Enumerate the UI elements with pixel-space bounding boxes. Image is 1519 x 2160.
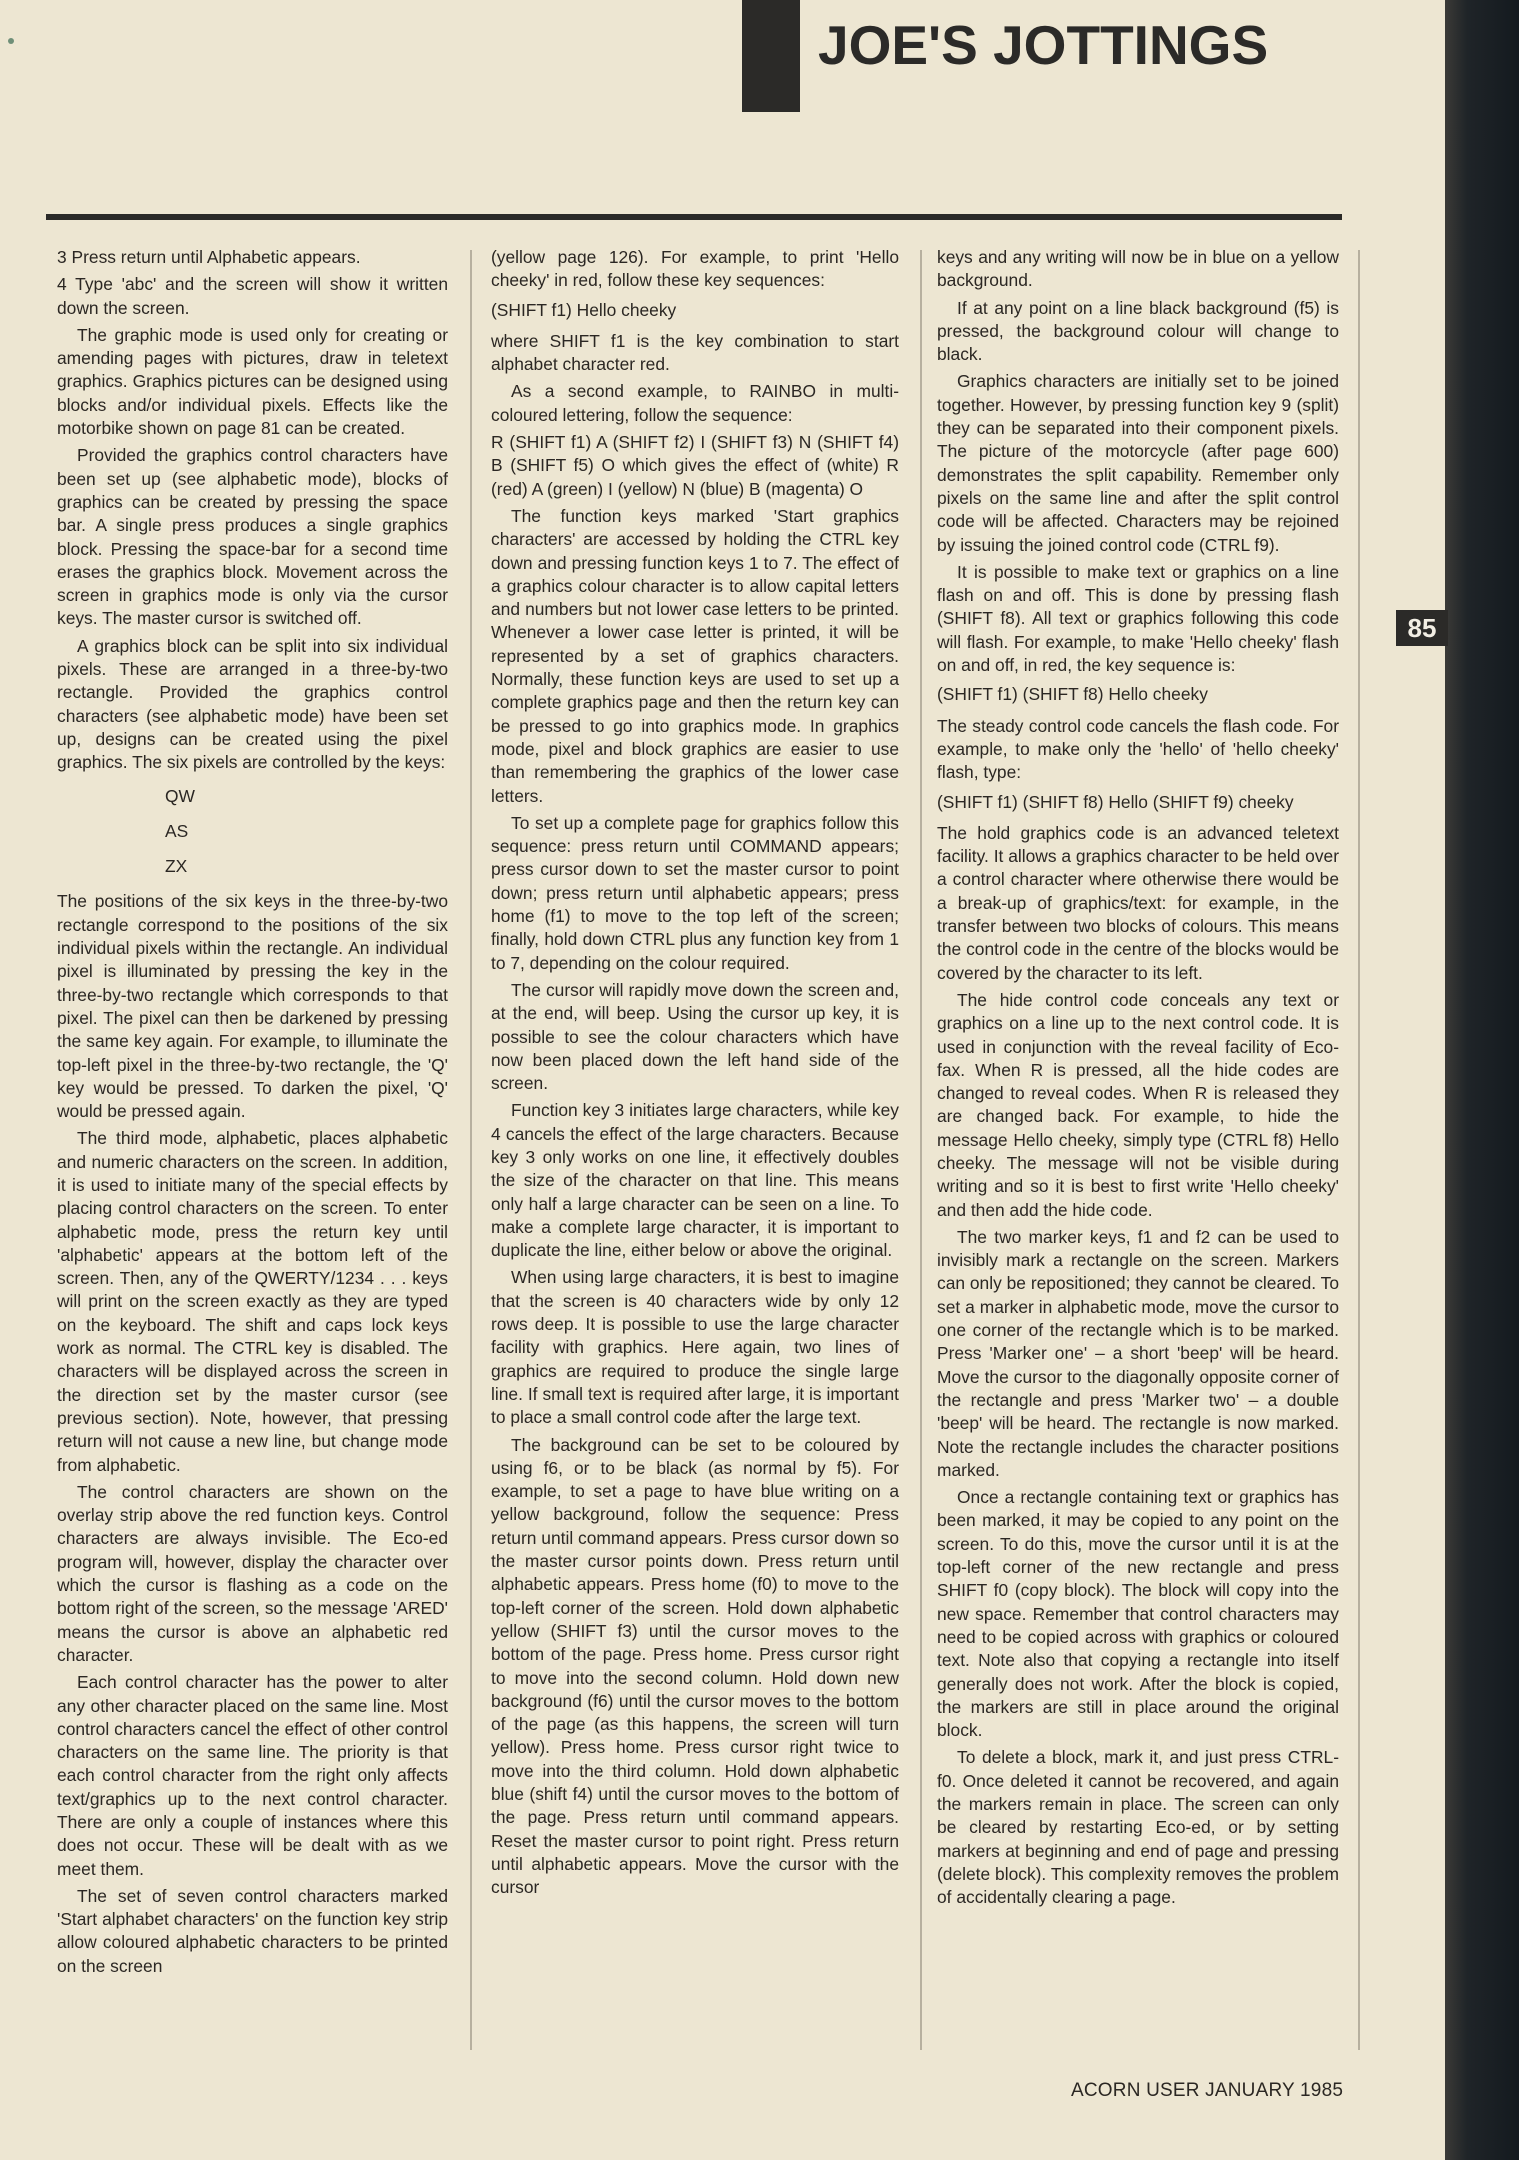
header-block [742,0,800,112]
article-paragraph: The cursor will rapidly move down the screen and, at the end, will beep. Using the cursor up key, it is possible to see the colour characters which have now been placed down the left hand side of the screen. [491,979,899,1094]
article-column-1 [57,246,448,1982]
column-divider-3 [1358,250,1360,2050]
column-divider-2 [920,250,922,2050]
article-paragraph: Once a rectangle containing text or graphics has been marked, it may be copied to any point on the screen. To do this, move the cursor until it is at the top-left corner of the new rectangle and press SHIFT f0 (copy block). The block will copy into the new space. Remember that control characters may need to be copied across with graphics or coloured text. Note also that copying a rectangle into itself generally does not work. After the block is copied, the markers are still in place around the original block. [937,1487,1339,1741]
page-binding-edge [1445,0,1519,2160]
key-layout-line: QW [165,785,195,806]
page-title: JOE'S JOTTINGS [818,14,1269,76]
article-paragraph: When using large characters, it is best to imagine that the screen is 40 characters wide by only 12 rows deep. It is possible to use the large character facility with graphics. Here again, two lines of graphics are required to produce the single large line. If small text is required after large, it is important to place a small control code after the large text. [491,1267,899,1428]
footer-issue: ACORN USER JANUARY 1985 [1071,2080,1344,2101]
article-paragraph: The background can be set to be coloured by using f6, or to be black (as normal by f5). For example, to set a page to have blue writing on a yellow background, follow the sequence: Press return until command appears. Press cursor down so the master cursor points down. Press return until alphabetic appears. Press home (f0) to move to the top-left corner of the screen. Hold down alphabetic yellow (SHIFT f3) until the cursor moves to the bottom of the page. Press home. Press cursor right to move into the second column. Hold down new background (f6) until the cursor moves to the bottom of the page (as this happens, the screen will turn yellow). Press home. Press cursor right twice to move into the third column. Hold down alphabetic blue (shift f4) until the cursor moves to the bottom of the page. Press return until command appears. Reset the master cursor to point right. Press return until alphabetic appears. Move the cursor with the cursor [491,1434,899,1898]
article-paragraph: The third mode, alphabetic, places alphabetic and numeric characters on the screen. In addition, it is used to initiate many of the special effects by placing control characters on the screen. To enter alphabetic mode, press the return key until 'alphabetic' appears at the bottom left of the screen. Then, any of the QWERTY/1234 . . . keys will print on the screen exactly as they are typed on the keyboard. The shift and caps lock keys work as normal. The CTRL key is disabled. The characters will be displayed across the screen in the direction set by the master cursor (see previous section). Note, however, that pressing return will not cause a new line, but change mode from alphabetic. [57,1128,448,1475]
article-paragraph: To set up a complete page for graphics follow this sequence: press return until COMMAND appears; press cursor down to set the master cursor to point down; press return until alphabetic appears; press home (f1) to move to the top left of the screen; finally, hold down CTRL plus any function key from 1 to 7, depending on the colour required. [491,812,899,973]
article-paragraph: The hold graphics code is an advanced teletext facility. It allows a graphics character to be held over a control character where otherwise there would be a break-up of graphics/text: for example, in the transfer between two blocks of colours. This means the control code in the centre of the blocks would be covered by the character to its left. [937,822,1339,983]
article-paragraph: It is possible to make text or graphics on a line flash on and off. This is done by pressing flash (SHIFT f8). All text or graphics following this code will flash. For example, to make 'Hello cheeky' flash on and off, in red, the key sequence is: [937,561,1339,676]
article-paragraph: The steady control code cancels the flash code. For example, to make only the 'hello' of 'hello cheeky' flash, type: [937,715,1339,783]
key-layout-line: AS [165,820,189,841]
column-divider-1 [470,250,472,2050]
article-paragraph: 3 Press return until Alphabetic appears. [57,247,361,267]
article-paragraph: The set of seven control characters marked 'Start alphabet characters' on the function key strip allow coloured alphabetic characters to be printed on the screen [57,1885,448,1976]
article-paragraph: If at any point on a line black background (f5) is pressed, the background colour will change to black. [937,297,1339,365]
article-paragraph: The control characters are shown on the overlay strip above the red function keys. Control characters are always invisible. The Eco-ed program will, however, display the character over which the cursor is flashing as a code on the bottom right of the screen, so the message 'ARED' means the cursor is above an alphabetic red character. [57,1481,448,1665]
article-paragraph: A graphics block can be split into six individual pixels. These are arranged in a three-by-two rectangle. Provided the graphics control characters (see alphabetic mode) have been set up, designs can be created using the pixel graphics. The six pixels are controlled by the keys: [57,635,448,773]
article-paragraph: The positions of the six keys in the three-by-two rectangle correspond to the positions of the six individual pixels within the rectangle. An individual pixel is illuminated by pressing the key in the three-by-two rectangle which corresponds to that pixel. The pixel can then be darkened by pressing the same key again. For example, to illuminate the top-left pixel in the three-by-two rectangle, the 'Q' key would be pressed. To darken the pixel, 'Q' would be pressed again. [57,891,448,1122]
article-paragraph: keys and any writing will now be in blue on a yellow background. [937,247,1339,291]
speck [8,38,14,44]
key-sequence: (SHIFT f1) (SHIFT f8) Hello (SHIFT f9) cheeky [937,791,1294,812]
article-paragraph: The hide control code conceals any text or graphics on a line up to the next control code. It is used in conjunction with the reveal facility of Eco-fax. When R is pressed, all the hide codes are changed to reveal codes. When R is released they are changed back. For example, to hide the message Hello cheeky, simply type (CTRL f8) Hello cheeky. The message will not be visible during writing and so it is best to first write 'Hello cheeky' and then add the hide code. [937,989,1339,1220]
page-number-tab: 85 [1396,610,1448,646]
article-paragraph: To delete a block, mark it, and just press CTRL-f0. Once deleted it cannot be recovered, and again the markers remain in place. The screen can only be cleared by restarting Eco-ed, or by setting markers at beginning and end of page and pressing (delete block). This complexity removes the problem of accidentally clearing a page. [937,1747,1339,1908]
article-paragraph: Each control character has the power to alter any other character placed on the same line. Most control characters cancel the effect of other control characters on the same line. The priority is that each control character from the right only affects text/graphics up to the next control character. There are only a couple of instances where this does not occur. These will be dealt with as we meet them. [57,1672,448,1879]
key-layout-line: ZX [165,856,188,877]
article-column-2 [491,246,899,1903]
article-paragraph: The function keys marked 'Start graphics characters' are accessed by holding the CTRL key down and pressing function keys 1 to 7. The effect of a graphics colour character is to allow capital letters and numbers but not lower case letters to be printed. Whenever a lower case letter is printed, it will be represented by a set of graphics characters. Normally, these function keys are used to set up a complete graphics page and then the return key can be pressed to go into graphics mode. In graphics mode, pixel and block graphics are easier to use than remembering the graphics of the lower case letters. [491,505,899,806]
article-paragraph: 4 Type 'abc' and the screen will show it written down the screen. [57,274,448,318]
article-paragraph: Graphics characters are initially set to be joined together. However, by pressing function key 9 (split) they can be separated into their component pixels. The picture of the motorcycle (after page 600) demonstrates the split capability. Remember only pixels on the same line and after the split control code will be affected. Characters may be rejoined by issuing the joined control code (CTRL f9). [937,371,1339,555]
article-column-3 [937,246,1339,1913]
article-paragraph: The two marker keys, f1 and f2 can be used to invisibly mark a rectangle on the screen. Markers can only be repositioned; they cannot be cleared. To set a marker in alphabetic mode, move the cursor to one corner of the rectangle which is to be marked. Press 'Marker one' – a short 'beep' will be heard. Move the cursor to the diagonally opposite corner of the rectangle and press 'Marker two' – a double 'beep' will be heard. The rectangle is now marked. Note the rectangle includes the character positions marked. [937,1226,1339,1480]
article-paragraph: As a second example, to RAINBO in multi-coloured lettering, follow the sequence: [491,381,899,425]
header-rule [46,214,1342,220]
article-paragraph: R (SHIFT f1) A (SHIFT f2) I (SHIFT f3) N (SHIFT f4) B (SHIFT f5) O which gives the effect of (white) R (red) A (green) I (yellow) N (blue) B (magenta) O [491,432,899,499]
article-paragraph: Function key 3 initiates large characters, while key 4 cancels the effect of the large characters. Because key 3 only works on one line, it effectively doubles the size of the character on that line. This means only half a large character can be seen on a line. To make a complete large character, it is important to duplicate the line, either below or above the original. [491,1100,899,1261]
key-sequence: (SHIFT f1) Hello cheeky [491,299,677,320]
article-paragraph: The graphic mode is used only for creating or amending pages with pictures, draw in teletext graphics. Graphics pictures can be designed using blocks and/or individual pixels. Effects like the motorbike shown on page 81 can be created. [57,324,448,439]
article-paragraph: Provided the graphics control characters have been set up (see alphabetic mode), blocks of graphics can be created by pressing the space bar. A single press produces a single graphics block. Pressing the space-bar for a second time erases the graphics block. Movement across the screen in graphics mode is only via the cursor keys. The master cursor is switched off. [57,445,448,629]
article-paragraph: where SHIFT f1 is the key combination to start alphabet character red. [491,330,899,375]
key-sequence: (SHIFT f1) (SHIFT f8) Hello cheeky [937,684,1208,705]
article-paragraph: (yellow page 126). For example, to print 'Hello cheeky' in red, follow these key sequences: [491,247,899,291]
